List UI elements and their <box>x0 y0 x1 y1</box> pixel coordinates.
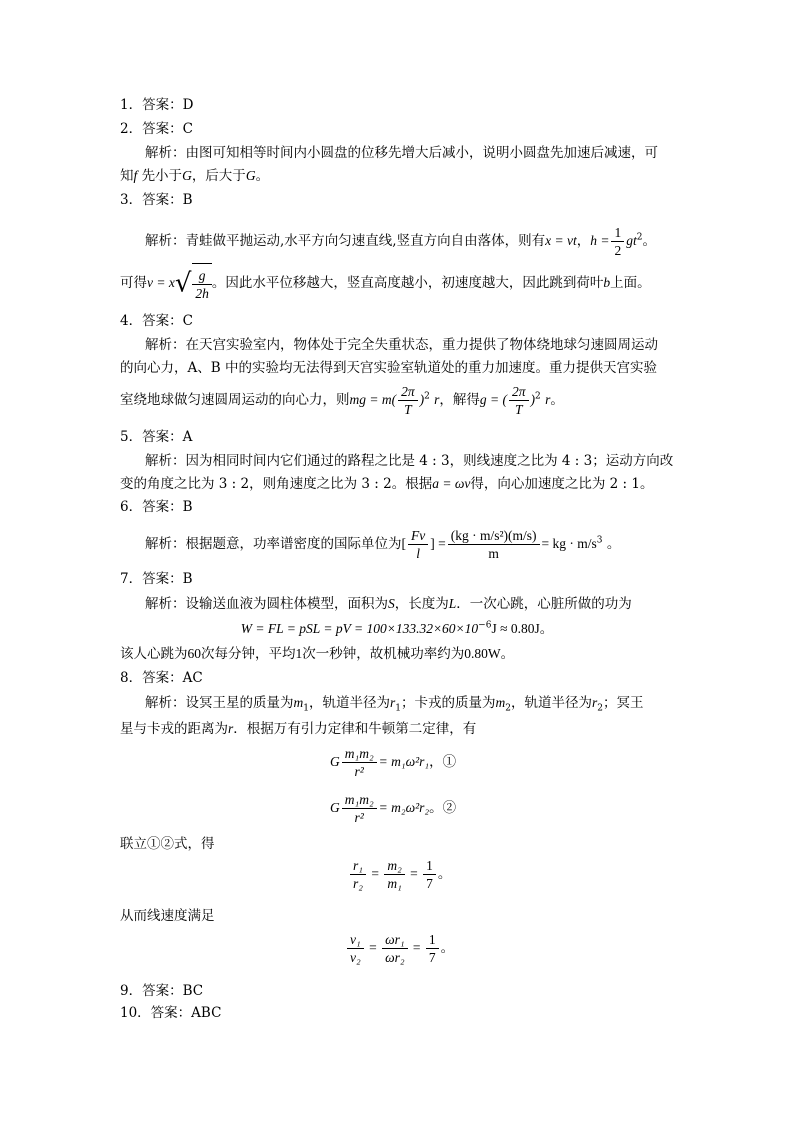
answer-8: 8．答案：AC <box>120 670 203 686</box>
answer-5: 5．答案：A <box>120 429 193 445</box>
q4-explanation-line1: 解析：在天宫实验室内，物体处于完全失重状态，重力提供了物体绕地球匀速圆周运动 <box>145 337 658 353</box>
answer-7: 7．答案：B <box>120 571 193 587</box>
q8-equation-1: G $\frac{\text{m₁m₂}}{\text{r²}}$ = m₁ω²r₁，① <box>330 746 457 779</box>
q8-explanation-line2: 星与卡戎的距离为r．根据万有引力定律和牛顿第二定律，有 <box>120 721 477 737</box>
q8-ratio-r: $\frac{\text{r₁}}{\text{r₂}}$ = $\frac{\text{m₂}}{\text{m₁}}$ = $\frac{1}{7}$ 。 <box>348 856 451 892</box>
q8-combine-text: 联立①②式，得 <box>120 836 215 852</box>
answer-2: 2．答案：C <box>120 121 193 137</box>
q5-explanation-line2: 变的角度之比为 3 : 2，则角速度之比为 3 : 2。根据a = ωv得，向心加速度之比为 2 : 1。 <box>120 476 654 492</box>
q8-explanation-line1: 解析：设冥王星的质量为$m_1$，轨道半径为$r_1$；卡戎的质量为$m_2$，轨道半径为$r_2$；冥王 <box>145 695 644 714</box>
q3-explanation-line1: 解析：青蛙做平抛运动,水平方向匀速直线,竖直方向自由落体，则有x = vt，h = $\frac{1}{2}$ $gt^2$。 <box>145 225 656 258</box>
answer-9: 9．答案：BC <box>120 983 204 999</box>
q8-velocity-text: 从而线速度满足 <box>120 908 215 924</box>
q2-explanation-line2: 知f 先小于G，后大于G。 <box>120 168 270 184</box>
q5-explanation-line1: 解析：因为相同时间内它们通过的路程之比是 4 : 3，则线速度之比为 4 : 3；运动方向改 <box>145 453 674 469</box>
q2-explanation-line1: 解析：由图可知相等时间内小圆盘的位移先增大后减小，说明小圆盘先加速后减速，可 <box>145 145 658 161</box>
q7-explanation-line1: 解析：设输送血液为圆柱体模型，面积为S，长度为L．一次心跳，心脏所做的功为 <box>145 596 632 612</box>
answer-4: 4．答案：C <box>120 313 193 329</box>
answer-3: 3．答案：B <box>120 192 193 208</box>
answer-1: 1．答案：D <box>120 97 194 113</box>
q7-work-equation: W = FL = pSL = pV = $100\times 133.32\times 60\times 10^{-6}J \approx 0.80J$。 <box>240 620 554 637</box>
q6-explanation-line1: 解析：根据题意，功率谱密度的国际单位为[ $\frac{Fv}{l}$ ] = $\frac{\text{(kg · m/s²)(m/s)}}{m}$ = kg · $m/s^3$ 。 <box>145 528 621 561</box>
q8-ratio-v: $\frac{\text{v₁}}{\text{v₂}}$ = $\frac{\text{ωr₁}}{\text{ωr₂}}$ = $\frac{1}{7}$ 。 <box>345 930 454 966</box>
q4-explanation-line3: 室绕地球做匀速圆周运动的向心力，则mg = m( $\frac{2\pi}{T}$ )$^2$ r，解得g = ( $\frac{2\pi}{T}$ )$^2$ r。 <box>120 384 564 417</box>
q8-equation-2: G $\frac{\text{m₁m₂}}{\text{r²}}$ = m₂ω²r₂。② <box>330 792 457 825</box>
answer-6: 6．答案：B <box>120 499 193 515</box>
q3-explanation-line2: 可得v = x√ $\frac{g}{2h}$ 。因此水平位移越大，竖直高度越小，初速度越大，因此跳到荷叶b上面。 <box>120 263 651 304</box>
q4-explanation-line2: 的向心力，A、B 中的实验均无法得到天宫实验室轨道处的重力加速度。重力提供天宫实验 <box>120 360 657 376</box>
answer-10: 10．答案：ABC <box>120 1005 222 1021</box>
q7-explanation-line3: 该人心跳为60次每分钟，平均1次一秒钟，故机械功率约为0.80W。 <box>120 646 515 662</box>
